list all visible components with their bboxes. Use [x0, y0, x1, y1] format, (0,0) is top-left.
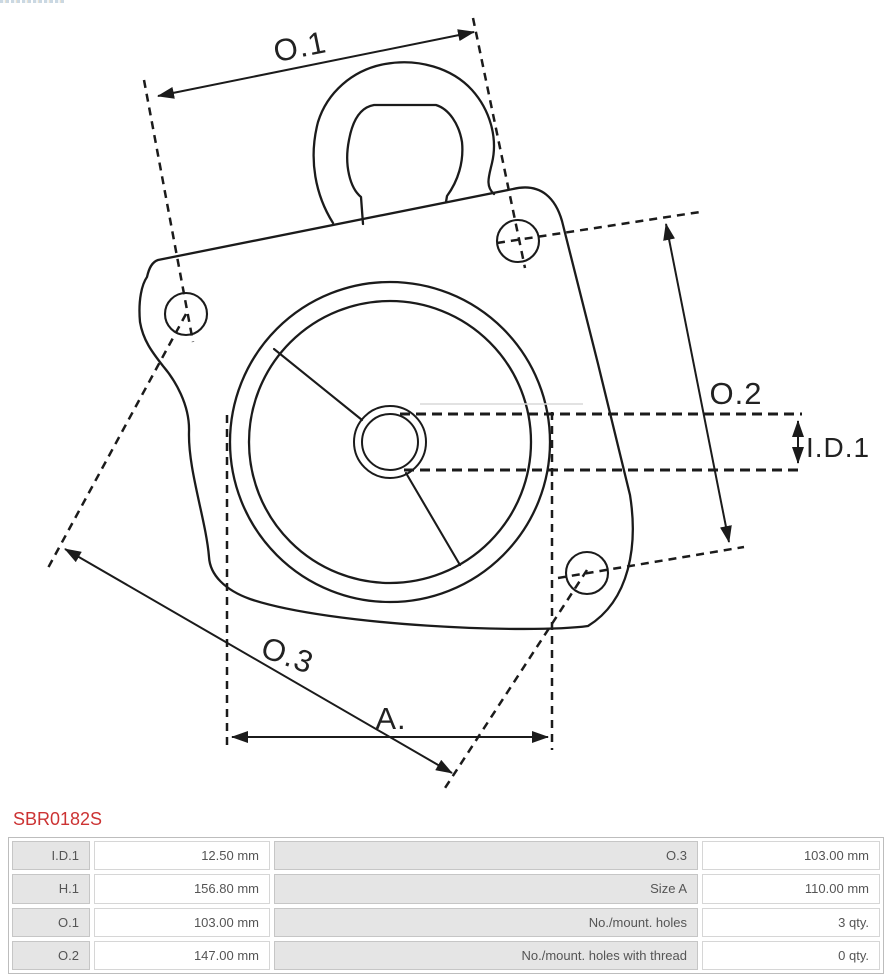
- dimension-label-a: A.: [375, 701, 407, 736]
- spec-value-cell: 103.00 mm: [94, 908, 270, 937]
- dimension-label-o3: O.3: [256, 629, 319, 681]
- spec-value-cell: 103.00 mm: [702, 841, 880, 870]
- ext-line-o3-upper: [48, 314, 186, 568]
- spec-value-cell: 156.80 mm: [94, 874, 270, 903]
- dimension-label-id1: I.D.1: [806, 432, 871, 463]
- hub-bore-circle: [362, 414, 418, 470]
- dimension-label-o1: O.1: [270, 24, 330, 70]
- spec-key-cell: Size A: [274, 874, 698, 903]
- spec-value-cell: 3 qty.: [702, 908, 880, 937]
- spec-key-cell: No./mount. holes: [274, 908, 698, 937]
- spec-value-cell: 147.00 mm: [94, 941, 270, 970]
- spec-table: [8, 837, 884, 974]
- hub-outer-circle: [354, 406, 426, 478]
- flange-outline: [139, 187, 632, 628]
- lifting-eye-inner: [347, 105, 462, 224]
- spec-key-cell: O.1: [12, 908, 90, 937]
- inner-face-circle: [249, 301, 531, 583]
- sector-line-upper: [274, 349, 362, 420]
- ext-line-o3-lower: [445, 570, 587, 788]
- dimension-label-o2: O.2: [709, 376, 763, 411]
- spec-value-cell: 0 qty.: [702, 941, 880, 970]
- spec-key-cell: No./mount. holes with thread: [274, 941, 698, 970]
- spec-key-cell: I.D.1: [12, 841, 90, 870]
- spec-key-cell: O.2: [12, 941, 90, 970]
- spec-value-cell: 12.50 mm: [94, 841, 270, 870]
- outer-face-circle: [230, 282, 550, 602]
- part-number-title: SBR0182S: [13, 809, 103, 829]
- sector-line-lower: [406, 473, 460, 565]
- spec-key-cell: O.3: [274, 841, 698, 870]
- spec-value-cell: 110.00 mm: [702, 874, 880, 903]
- spec-key-cell: H.1: [12, 874, 90, 903]
